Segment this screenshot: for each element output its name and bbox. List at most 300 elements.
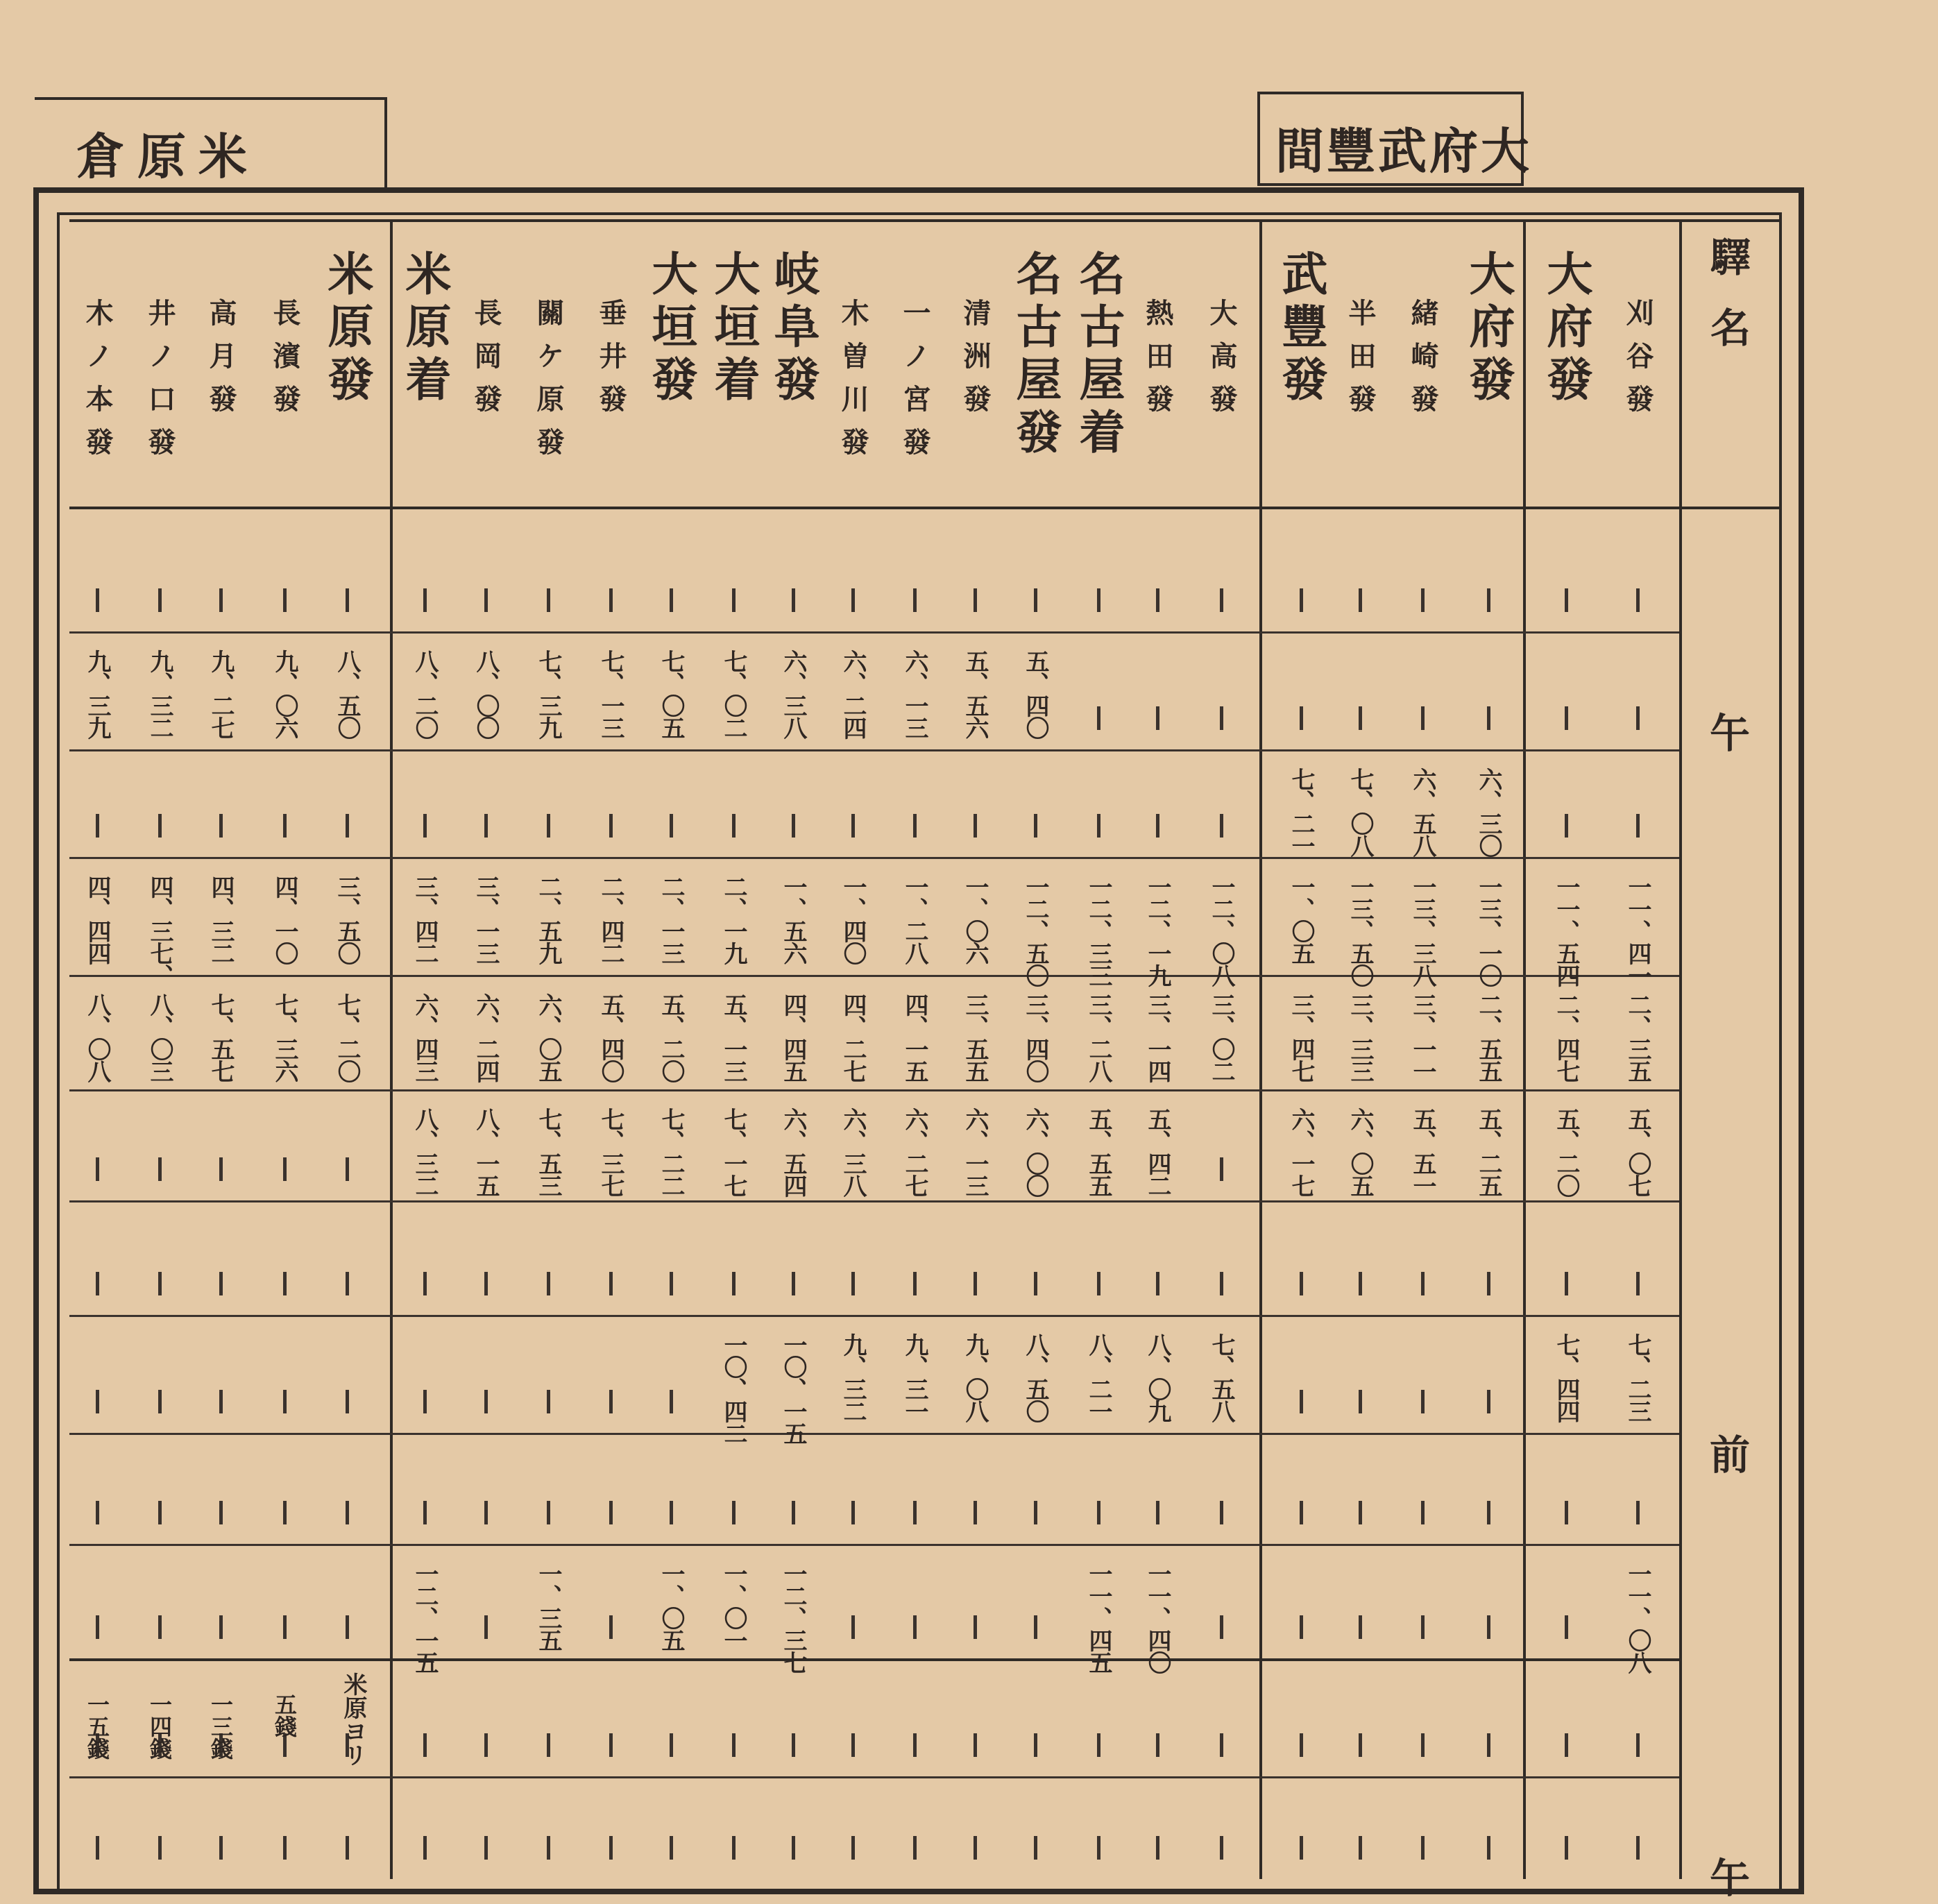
time-cell: 三、四七 bbox=[1287, 993, 1315, 1082]
time-cell: 一二、五〇 bbox=[1021, 875, 1049, 986]
no-stop-mark bbox=[851, 1733, 855, 1757]
no-stop-mark bbox=[96, 814, 99, 838]
no-stop-mark bbox=[974, 1733, 977, 1757]
time-cell: 五、二〇 bbox=[1552, 1107, 1580, 1196]
no-stop-mark bbox=[1421, 706, 1425, 730]
no-stop-mark bbox=[792, 1501, 795, 1524]
time-cell: 七、一三 bbox=[597, 649, 624, 738]
no-stop-mark bbox=[96, 1836, 99, 1860]
no-stop-mark bbox=[670, 814, 673, 838]
fare-divider bbox=[69, 1658, 1679, 1661]
time-cell: 二、四二 bbox=[597, 875, 624, 964]
fare-cell: 一四錢 bbox=[146, 1693, 173, 1760]
no-stop-mark bbox=[219, 1615, 223, 1639]
no-stop-mark bbox=[547, 1836, 550, 1860]
time-cell: 四、二七 bbox=[839, 993, 867, 1082]
time-cell: 一、〇六 bbox=[961, 875, 989, 964]
no-stop-mark bbox=[547, 1501, 550, 1524]
no-stop-mark bbox=[974, 588, 977, 612]
time-cell: 一三、三八 bbox=[1409, 875, 1436, 986]
station-header: 米原發 bbox=[320, 250, 374, 408]
time-cell: 七、五三 bbox=[534, 1107, 562, 1196]
time-cell: 七、〇五 bbox=[657, 649, 685, 738]
no-stop-mark bbox=[1636, 1272, 1640, 1295]
time-cell: 九、三九 bbox=[83, 649, 111, 738]
no-stop-mark bbox=[851, 588, 855, 612]
no-stop-mark bbox=[1220, 1836, 1223, 1860]
no-stop-mark bbox=[219, 1272, 223, 1295]
no-stop-mark bbox=[913, 1733, 917, 1757]
time-cell: 七、三七 bbox=[597, 1107, 624, 1196]
side-label-period: 午 bbox=[1710, 710, 1751, 757]
fare-cell: 一三錢 bbox=[207, 1693, 234, 1760]
no-stop-mark bbox=[158, 1272, 162, 1295]
time-cell: 三、五五 bbox=[961, 993, 989, 1082]
no-stop-mark bbox=[283, 1615, 287, 1639]
time-cell: 八、〇九 bbox=[1144, 1333, 1171, 1422]
time-cell: 一〇、一五 bbox=[779, 1333, 807, 1444]
no-stop-mark bbox=[1487, 1272, 1490, 1295]
no-stop-mark bbox=[1487, 1836, 1490, 1860]
row-divider bbox=[69, 631, 1679, 634]
no-stop-mark bbox=[219, 1157, 223, 1181]
no-stop-mark bbox=[609, 1615, 613, 1639]
time-cell: 二、三五 bbox=[1624, 993, 1651, 1082]
no-stop-mark bbox=[1359, 1615, 1362, 1639]
no-stop-mark bbox=[670, 1733, 673, 1757]
time-cell: 一一、四五 bbox=[1085, 1562, 1112, 1673]
no-stop-mark bbox=[792, 588, 795, 612]
no-stop-mark bbox=[547, 814, 550, 838]
no-stop-mark bbox=[1156, 1836, 1159, 1860]
time-cell: 一、〇一 bbox=[720, 1562, 747, 1651]
time-cell: 五、五一 bbox=[1409, 1107, 1436, 1196]
no-stop-mark bbox=[609, 1501, 613, 1524]
time-cell: 六、五八 bbox=[1409, 767, 1436, 856]
station-header: 米原着 bbox=[398, 250, 452, 408]
time-cell: 三、三三 bbox=[1346, 993, 1374, 1082]
time-cell: 五、四二 bbox=[1144, 1107, 1171, 1196]
time-cell: 六、一三 bbox=[961, 1107, 989, 1196]
time-cell: 九、〇八 bbox=[961, 1333, 989, 1422]
time-cell: 六、五四 bbox=[779, 1107, 807, 1196]
time-cell: 四、四四 bbox=[83, 875, 111, 964]
section-divider-mibara bbox=[390, 219, 393, 1879]
time-cell: 七、二〇 bbox=[333, 993, 361, 1082]
no-stop-mark bbox=[96, 1390, 99, 1413]
time-cell: 一、〇五 bbox=[657, 1562, 685, 1651]
station-header: 高月發 bbox=[205, 298, 237, 427]
time-cell: 一一、五四 bbox=[1552, 875, 1580, 986]
station-header: 長岡發 bbox=[470, 298, 502, 427]
no-stop-mark bbox=[1487, 1733, 1490, 1757]
no-stop-mark bbox=[609, 588, 613, 612]
no-stop-mark bbox=[283, 588, 287, 612]
no-stop-mark bbox=[158, 1157, 162, 1181]
station-header: 大高發 bbox=[1205, 298, 1238, 427]
time-cell: 六、二四 bbox=[839, 649, 867, 738]
time-cell: 七、三九 bbox=[534, 649, 562, 738]
no-stop-mark bbox=[851, 1836, 855, 1860]
no-stop-mark bbox=[609, 1733, 613, 1757]
no-stop-mark bbox=[346, 814, 349, 838]
no-stop-mark bbox=[1034, 588, 1037, 612]
time-cell: 六、二四 bbox=[472, 993, 500, 1082]
no-stop-mark bbox=[1300, 706, 1303, 730]
no-stop-mark bbox=[1097, 1272, 1100, 1295]
no-stop-mark bbox=[792, 1836, 795, 1860]
time-cell: 七、五八 bbox=[1207, 1333, 1235, 1422]
no-stop-mark bbox=[1487, 588, 1490, 612]
time-cell: 一三、五〇 bbox=[1346, 875, 1374, 986]
time-cell: 四、一〇 bbox=[271, 875, 298, 964]
no-stop-mark bbox=[219, 1390, 223, 1413]
no-stop-mark bbox=[1565, 706, 1568, 730]
no-stop-mark bbox=[1565, 1733, 1568, 1757]
header-bottom-rule bbox=[69, 507, 1782, 509]
no-stop-mark bbox=[1156, 814, 1159, 838]
no-stop-mark bbox=[423, 1272, 427, 1295]
side-label-period: 午 bbox=[1710, 1855, 1751, 1902]
no-stop-mark bbox=[670, 1272, 673, 1295]
no-stop-mark bbox=[484, 1272, 488, 1295]
no-stop-mark bbox=[283, 1501, 287, 1524]
no-stop-mark bbox=[1300, 1733, 1303, 1757]
no-stop-mark bbox=[1156, 1272, 1159, 1295]
station-header: 一ノ宮發 bbox=[899, 298, 931, 470]
time-cell: 四、三七、 bbox=[146, 875, 173, 986]
time-cell: 八、〇〇 bbox=[472, 649, 500, 738]
header-top-rule bbox=[69, 219, 1782, 222]
no-stop-mark bbox=[792, 1272, 795, 1295]
no-stop-mark bbox=[1359, 706, 1362, 730]
time-cell: 九、三二 bbox=[146, 649, 173, 738]
station-header: 井ノ口發 bbox=[144, 298, 176, 470]
no-stop-mark bbox=[423, 814, 427, 838]
no-stop-mark bbox=[283, 1272, 287, 1295]
no-stop-mark bbox=[1220, 1501, 1223, 1524]
row-divider bbox=[69, 1544, 1679, 1546]
no-stop-mark bbox=[1156, 588, 1159, 612]
no-stop-mark bbox=[851, 1615, 855, 1639]
time-cell: 二、五九 bbox=[534, 875, 562, 964]
no-stop-mark bbox=[913, 1501, 917, 1524]
time-cell: 八、二一 bbox=[1085, 1333, 1112, 1422]
time-cell: 六、〇五 bbox=[1346, 1107, 1374, 1196]
time-cell: 七、二二 bbox=[657, 1107, 685, 1196]
no-stop-mark bbox=[1220, 814, 1223, 838]
no-stop-mark bbox=[732, 1836, 736, 1860]
station-header: 名古屋着 bbox=[1071, 250, 1125, 461]
time-cell: 七、四四 bbox=[1552, 1333, 1580, 1422]
no-stop-mark bbox=[1636, 588, 1640, 612]
time-cell: 九、二七 bbox=[207, 649, 235, 738]
no-stop-mark bbox=[1359, 1272, 1362, 1295]
time-cell: 六、二七 bbox=[901, 1107, 928, 1196]
no-stop-mark bbox=[1097, 1836, 1100, 1860]
time-cell: 一〇、四二 bbox=[720, 1333, 747, 1444]
no-stop-mark bbox=[1034, 1836, 1037, 1860]
no-stop-mark bbox=[158, 1836, 162, 1860]
no-stop-mark bbox=[547, 1272, 550, 1295]
no-stop-mark bbox=[423, 1501, 427, 1524]
no-stop-mark bbox=[974, 1615, 977, 1639]
no-stop-mark bbox=[1097, 1501, 1100, 1524]
no-stop-mark bbox=[1300, 1390, 1303, 1413]
time-cell: 六、四三 bbox=[411, 993, 439, 1082]
no-stop-mark bbox=[732, 1733, 736, 1757]
time-cell: 三、一三 bbox=[472, 875, 500, 964]
no-stop-mark bbox=[974, 1272, 977, 1295]
no-stop-mark bbox=[1487, 1501, 1490, 1524]
time-cell: 三、二八 bbox=[1085, 993, 1112, 1082]
time-cell: 五、〇七 bbox=[1624, 1107, 1651, 1196]
no-stop-mark bbox=[484, 1390, 488, 1413]
no-stop-mark bbox=[1034, 1272, 1037, 1295]
time-cell: 七、五七 bbox=[207, 993, 235, 1082]
no-stop-mark bbox=[158, 1615, 162, 1639]
no-stop-mark bbox=[1421, 1501, 1425, 1524]
no-stop-mark bbox=[423, 588, 427, 612]
no-stop-mark bbox=[547, 1390, 550, 1413]
time-cell: 四、一五 bbox=[901, 993, 928, 1082]
time-cell: 一一、四〇 bbox=[1144, 1562, 1171, 1673]
no-stop-mark bbox=[1034, 1501, 1037, 1524]
time-cell: 一二、一九 bbox=[1144, 875, 1171, 986]
section-divider-taketoyo bbox=[1259, 219, 1262, 1879]
no-stop-mark bbox=[484, 1615, 488, 1639]
title-right: 大府武豐間 bbox=[1275, 122, 1532, 180]
no-stop-mark bbox=[913, 1615, 917, 1639]
no-stop-mark bbox=[346, 588, 349, 612]
no-stop-mark bbox=[1565, 1836, 1568, 1860]
no-stop-mark bbox=[346, 1836, 349, 1860]
time-cell: 五、四〇 bbox=[597, 993, 624, 1082]
no-stop-mark bbox=[1034, 1733, 1037, 1757]
station-header: 垂井發 bbox=[595, 298, 627, 427]
time-cell: 一、二八 bbox=[901, 875, 928, 964]
section-divider-obu bbox=[1523, 219, 1526, 1879]
no-stop-mark bbox=[1156, 1501, 1159, 1524]
no-stop-mark bbox=[283, 814, 287, 838]
station-header: 木ノ本發 bbox=[81, 298, 114, 470]
no-stop-mark bbox=[670, 588, 673, 612]
station-header: 大垣發 bbox=[644, 250, 698, 408]
no-stop-mark bbox=[1565, 1501, 1568, 1524]
time-cell: 一三、一〇 bbox=[1474, 875, 1502, 986]
time-cell: 六、一七 bbox=[1287, 1107, 1315, 1196]
time-cell: 一二、一五 bbox=[411, 1562, 439, 1673]
no-stop-mark bbox=[1097, 1733, 1100, 1757]
no-stop-mark bbox=[1359, 1390, 1362, 1413]
no-stop-mark bbox=[1300, 1272, 1303, 1295]
no-stop-mark bbox=[609, 814, 613, 838]
no-stop-mark bbox=[732, 1272, 736, 1295]
no-stop-mark bbox=[1359, 1501, 1362, 1524]
no-stop-mark bbox=[1359, 1836, 1362, 1860]
no-stop-mark bbox=[346, 1390, 349, 1413]
no-stop-mark bbox=[1565, 588, 1568, 612]
no-stop-mark bbox=[913, 1836, 917, 1860]
time-cell: 六、一三 bbox=[901, 649, 928, 738]
no-stop-mark bbox=[1636, 1501, 1640, 1524]
time-cell: 一、五六 bbox=[779, 875, 807, 964]
no-stop-mark bbox=[1421, 1615, 1425, 1639]
no-stop-mark bbox=[1565, 1272, 1568, 1295]
row-divider bbox=[69, 1315, 1679, 1317]
time-cell: 一一、〇八 bbox=[1624, 1562, 1651, 1673]
fare-cell: 五錢 bbox=[271, 1693, 298, 1737]
no-stop-mark bbox=[1565, 1615, 1568, 1639]
no-stop-mark bbox=[158, 1390, 162, 1413]
no-stop-mark bbox=[913, 588, 917, 612]
no-stop-mark bbox=[913, 1272, 917, 1295]
no-stop-mark bbox=[609, 1272, 613, 1295]
time-cell: 四、四五 bbox=[779, 993, 807, 1082]
no-stop-mark bbox=[1097, 706, 1100, 730]
time-cell: 八、一五 bbox=[472, 1107, 500, 1196]
no-stop-mark bbox=[1487, 1390, 1490, 1413]
no-stop-mark bbox=[1156, 706, 1159, 730]
time-cell: 八、二〇 bbox=[411, 649, 439, 738]
no-stop-mark bbox=[851, 1272, 855, 1295]
time-cell: 八、五〇 bbox=[333, 649, 361, 738]
time-cell: 九、三一 bbox=[901, 1333, 928, 1422]
time-cell: 八、三二 bbox=[411, 1107, 439, 1196]
no-stop-mark bbox=[346, 1615, 349, 1639]
no-stop-mark bbox=[1220, 706, 1223, 730]
no-stop-mark bbox=[1636, 706, 1640, 730]
no-stop-mark bbox=[346, 1501, 349, 1524]
no-stop-mark bbox=[219, 814, 223, 838]
no-stop-mark bbox=[974, 1836, 977, 1860]
station-header: 大垣着 bbox=[706, 250, 760, 408]
time-cell: 三、〇二 bbox=[1207, 993, 1235, 1082]
no-stop-mark bbox=[1220, 1733, 1223, 1757]
time-cell: 七、〇八 bbox=[1346, 767, 1374, 856]
no-stop-mark bbox=[1359, 588, 1362, 612]
no-stop-mark bbox=[346, 1157, 349, 1181]
time-cell: 一二、〇八 bbox=[1207, 875, 1235, 986]
time-cell: 七、三六 bbox=[271, 993, 298, 1082]
no-stop-mark bbox=[547, 1733, 550, 1757]
time-cell: 九、〇六 bbox=[271, 649, 298, 738]
no-stop-mark bbox=[1300, 1615, 1303, 1639]
time-cell: 六、〇五 bbox=[534, 993, 562, 1082]
no-stop-mark bbox=[1636, 1836, 1640, 1860]
no-stop-mark bbox=[851, 1501, 855, 1524]
no-stop-mark bbox=[851, 814, 855, 838]
no-stop-mark bbox=[792, 814, 795, 838]
time-cell: 四、三二 bbox=[207, 875, 235, 964]
station-header: 緒崎發 bbox=[1406, 298, 1439, 427]
time-cell: 一二、三七 bbox=[779, 1562, 807, 1673]
time-cell: 三、一四 bbox=[1144, 993, 1171, 1082]
no-stop-mark bbox=[1421, 1272, 1425, 1295]
no-stop-mark bbox=[1220, 1615, 1223, 1639]
no-stop-mark bbox=[732, 814, 736, 838]
no-stop-mark bbox=[346, 1272, 349, 1295]
no-stop-mark bbox=[732, 1501, 736, 1524]
time-cell: 五、五五 bbox=[1085, 1107, 1112, 1196]
no-stop-mark bbox=[96, 588, 99, 612]
station-header: 武豐發 bbox=[1274, 250, 1328, 408]
time-cell: 六、〇〇 bbox=[1021, 1107, 1049, 1196]
no-stop-mark bbox=[913, 814, 917, 838]
row-divider bbox=[69, 975, 1679, 977]
time-cell: 五、四〇 bbox=[1021, 649, 1049, 738]
no-stop-mark bbox=[219, 588, 223, 612]
time-cell: 三、五〇 bbox=[333, 875, 361, 964]
no-stop-mark bbox=[1034, 1615, 1037, 1639]
no-stop-mark bbox=[609, 1836, 613, 1860]
no-stop-mark bbox=[158, 1501, 162, 1524]
side-label-period: 前 bbox=[1710, 1431, 1751, 1479]
station-header: 刈谷發 bbox=[1622, 298, 1654, 427]
no-stop-mark bbox=[96, 1501, 99, 1524]
no-stop-mark bbox=[283, 1157, 287, 1181]
no-stop-mark bbox=[96, 1272, 99, 1295]
no-stop-mark bbox=[484, 814, 488, 838]
no-stop-mark bbox=[792, 1733, 795, 1757]
fare-note: 米原ヨリ bbox=[339, 1672, 367, 1767]
no-stop-mark bbox=[1421, 1836, 1425, 1860]
no-stop-mark bbox=[283, 1836, 287, 1860]
no-stop-mark bbox=[1300, 588, 1303, 612]
station-header: 名古屋發 bbox=[1008, 250, 1062, 461]
title-left: 米原倉 bbox=[76, 128, 260, 185]
row-divider bbox=[69, 1433, 1679, 1435]
no-stop-mark bbox=[96, 1615, 99, 1639]
no-stop-mark bbox=[1487, 706, 1490, 730]
station-header: 半田發 bbox=[1344, 298, 1377, 427]
time-cell: 一二、三三 bbox=[1085, 875, 1112, 986]
header-label-station-name: 驛名 bbox=[1703, 236, 1751, 377]
time-cell: 二、四七 bbox=[1552, 993, 1580, 1082]
time-cell: 七、〇二 bbox=[720, 649, 747, 738]
time-cell: 一、四〇 bbox=[839, 875, 867, 964]
no-stop-mark bbox=[1300, 1836, 1303, 1860]
no-stop-mark bbox=[484, 1733, 488, 1757]
no-stop-mark bbox=[547, 588, 550, 612]
time-cell: 三、四〇 bbox=[1021, 993, 1049, 1082]
time-cell: 七、二一 bbox=[1287, 767, 1315, 856]
time-cell: 一、三五 bbox=[534, 1562, 562, 1651]
station-header: 岐阜發 bbox=[766, 250, 820, 408]
time-cell: 三、一一 bbox=[1409, 993, 1436, 1082]
time-cell: 六、三〇 bbox=[1474, 767, 1502, 856]
no-stop-mark bbox=[1421, 1733, 1425, 1757]
time-cell: 五、二〇 bbox=[657, 993, 685, 1082]
no-stop-mark bbox=[1636, 1733, 1640, 1757]
no-stop-mark bbox=[1359, 1733, 1362, 1757]
no-stop-mark bbox=[1097, 588, 1100, 612]
no-stop-mark bbox=[1487, 1615, 1490, 1639]
time-cell: 二、一九 bbox=[720, 875, 747, 964]
row-divider bbox=[69, 857, 1679, 859]
no-stop-mark bbox=[283, 1390, 287, 1413]
time-cell: 八、〇三 bbox=[146, 993, 173, 1082]
fare-cell: 一五錢 bbox=[84, 1693, 110, 1760]
time-cell: 六、三八 bbox=[839, 1107, 867, 1196]
time-cell: 二、一三 bbox=[657, 875, 685, 964]
station-header: 大府發 bbox=[1539, 250, 1593, 408]
no-stop-mark bbox=[1156, 1733, 1159, 1757]
station-header: 清洲發 bbox=[959, 298, 992, 427]
no-stop-mark bbox=[423, 1836, 427, 1860]
no-stop-mark bbox=[423, 1390, 427, 1413]
no-stop-mark bbox=[219, 1836, 223, 1860]
